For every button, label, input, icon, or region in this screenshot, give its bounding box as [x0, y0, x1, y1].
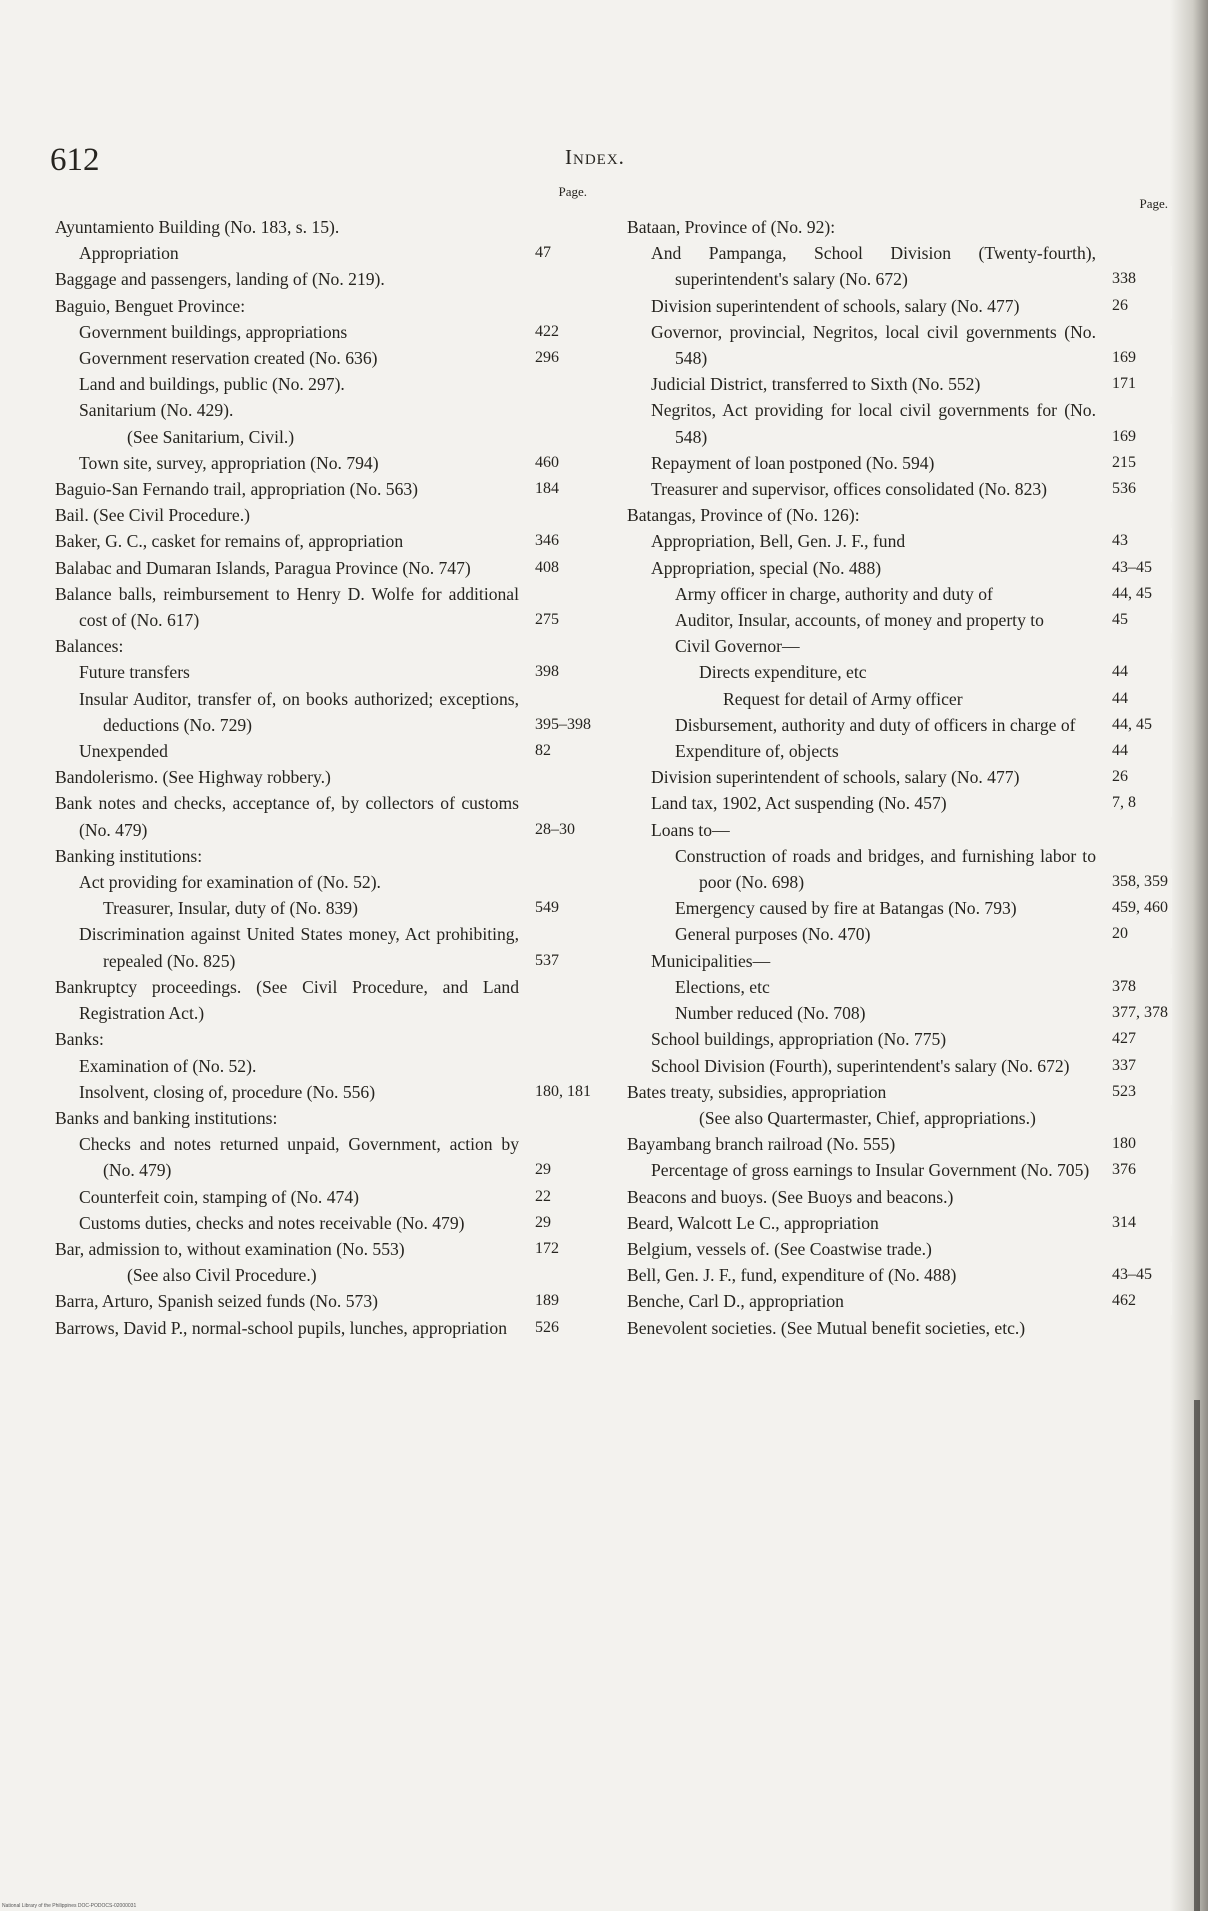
entry-page-ref: 358, 359 [1108, 869, 1172, 895]
entry-text: Benche, Carl D., appropriation [627, 1291, 844, 1312]
index-entry [55, 293, 595, 319]
index-entry [627, 607, 1172, 633]
index-entry [627, 555, 1172, 581]
index-entry [55, 974, 595, 1026]
entry-text: Bail. (See Civil Procedure.) [55, 505, 250, 526]
index-entry [55, 1288, 595, 1314]
entry-text: Land and buildings, public (No. 297). [79, 374, 345, 395]
entry-text: Governor, provincial, Negritos, local civil governments (No. 548) [651, 321, 1096, 369]
entry-text: Government reservation created (No. 636) [79, 348, 378, 369]
entry-text: (See also Quartermaster, Chief, appropriations.) [699, 1107, 1036, 1128]
entry-text: Barrows, David P., normal-school pupils, lunches, appropriation [55, 1317, 507, 1338]
left-column [55, 184, 595, 1341]
index-entry [55, 738, 595, 764]
right-entry-list [627, 214, 1172, 1341]
index-entry [55, 319, 595, 345]
entry-text: Baguio, Benguet Province: [55, 295, 246, 316]
entry-page-ref: 44, 45 [1108, 712, 1172, 738]
entry-text: Baguio-San Fernando trail, appropriation (No. 563) [55, 479, 419, 500]
index-entry [55, 555, 595, 581]
index-entry [55, 843, 595, 869]
index-entry [627, 790, 1172, 816]
index-entry [627, 817, 1172, 843]
entry-page-ref: 44, 45 [1108, 581, 1172, 607]
entry-page-ref: 275 [531, 607, 595, 633]
index-entry [627, 974, 1172, 1000]
index-entry [627, 1262, 1172, 1288]
index-entry [627, 581, 1172, 607]
page-edge-shadow [1170, 0, 1208, 1911]
entry-text: Auditor, Insular, accounts, of money and property to [675, 610, 1044, 631]
index-entry [55, 397, 595, 423]
entry-page-ref: 20 [1108, 921, 1172, 947]
entry-text: And Pampanga, School Division (Twenty-fourth), superintendent's salary (No. 672) [651, 243, 1096, 290]
entry-text: Ayuntamiento Building (No. 183, s. 15). [55, 217, 340, 237]
entry-page-ref: 376 [1108, 1157, 1172, 1183]
entry-text: Civil Governor— [675, 636, 800, 657]
entry-text: Benevolent societies. (See Mutual benefit societies, etc.) [627, 1317, 1026, 1338]
entry-page-ref: 459, 460 [1108, 895, 1172, 921]
entry-text: Belgium, vessels of. (See Coastwise trade.) [627, 1238, 932, 1259]
entry-text: Appropriation, Bell, Gen. J. F., fund [651, 531, 906, 552]
index-entry [627, 843, 1172, 895]
index-entry [627, 214, 1172, 240]
entry-page-ref: 408 [531, 555, 595, 581]
index-entry [627, 712, 1172, 738]
entry-page-ref: 172 [531, 1236, 595, 1262]
index-entry [55, 1079, 595, 1105]
index-entry [55, 345, 595, 371]
entry-page-ref: 45 [1108, 607, 1172, 633]
entry-text: Insolvent, closing of, procedure (No. 556) [79, 1081, 376, 1102]
index-entry [55, 581, 595, 633]
entry-text: Beard, Walcott Le C., appropriation [627, 1212, 879, 1233]
entry-text: Division superintendent of schools, salary (No. 477) [651, 767, 1020, 788]
running-title: Index. [565, 145, 625, 169]
index-entry [55, 790, 595, 842]
index-entry [55, 869, 595, 895]
entry-page-ref: 44 [1108, 659, 1172, 685]
entry-text: Banks and banking institutions: [55, 1107, 278, 1128]
index-entry [55, 371, 595, 397]
entry-text: School Division (Fourth), superintendent's salary (No. 672) [651, 1055, 1070, 1076]
entry-text: Banking institutions: [55, 845, 203, 866]
index-entry [55, 1262, 595, 1288]
index-entry [627, 764, 1172, 790]
entry-page-ref: 337 [1108, 1053, 1172, 1079]
index-entry [627, 1105, 1172, 1131]
entry-text: Batangas, Province of (No. 126): [627, 505, 860, 526]
index-entry [55, 502, 595, 528]
entry-text: Banks: [55, 1029, 104, 1050]
entry-page-ref: 189 [531, 1288, 595, 1314]
entry-page-ref: 314 [1108, 1210, 1172, 1236]
right-page-label: Page. [1139, 196, 1168, 211]
index-entry [627, 450, 1172, 476]
entry-text: Examination of (No. 52). [79, 1055, 257, 1076]
entry-text: Repayment of loan postponed (No. 594) [651, 452, 935, 473]
index-entry [627, 1131, 1172, 1157]
entry-text: Barra, Arturo, Spanish seized funds (No. 573) [55, 1291, 378, 1312]
index-entry [55, 266, 595, 292]
index-entry [627, 1079, 1172, 1105]
entry-page-ref: 395–398 [531, 712, 595, 738]
right-column [627, 192, 1172, 1341]
index-entry [627, 686, 1172, 712]
entry-text: School buildings, appropriation (No. 775) [651, 1029, 947, 1050]
index-entry [55, 659, 595, 685]
index-entry [627, 1315, 1172, 1341]
index-entry [627, 319, 1172, 371]
entry-text: Balabac and Dumaran Islands, Paragua Province (No. 747) [55, 557, 471, 578]
entry-page-ref: 346 [531, 528, 595, 554]
scan-credit: National Library of the Philippines DOC-PODOCS-02000031 [2, 1903, 137, 1909]
entry-page-ref: 169 [1108, 345, 1172, 371]
entry-text: Beacons and buoys. (See Buoys and beacons.) [627, 1186, 954, 1207]
entry-text: Bar, admission to, without examination (No. 553) [55, 1238, 405, 1259]
entry-page-ref: 462 [1108, 1288, 1172, 1314]
entry-text: Army officer in charge, authority and duty of [675, 583, 993, 604]
entry-page-ref: 43–45 [1108, 1262, 1172, 1288]
index-entry [627, 476, 1172, 502]
index-entry [627, 948, 1172, 974]
index-entry [55, 1131, 595, 1183]
entry-text: Future transfers [79, 662, 190, 683]
entry-text: Balance balls, reimbursement to Henry D. Wolfe for additional cost of (No. 617) [55, 583, 519, 631]
index-entry [55, 214, 595, 240]
entry-text: Act providing for examination of (No. 52). [79, 872, 381, 893]
entry-page-ref: 43 [1108, 528, 1172, 554]
binding-shadow [1194, 1400, 1200, 1911]
entry-page-ref: 44 [1108, 686, 1172, 712]
entry-text: Government buildings, appropriations [79, 321, 348, 342]
entry-text: Appropriation [79, 243, 179, 264]
page-number: 612 [50, 142, 100, 178]
entry-text: General purposes (No. 470) [675, 924, 871, 945]
entry-page-ref: 7, 8 [1108, 790, 1172, 816]
entry-text: Bell, Gen. J. F., fund, expenditure of (No. 488) [627, 1265, 957, 1286]
entry-page-ref: 29 [531, 1157, 595, 1183]
entry-text: Number reduced (No. 708) [675, 1003, 866, 1024]
entry-text: Elections, etc [675, 976, 770, 997]
entry-text: Appropriation, special (No. 488) [651, 557, 882, 578]
index-entry [627, 397, 1172, 449]
entry-text: Counterfeit coin, stamping of (No. 474) [79, 1186, 359, 1207]
entry-text: Treasurer, Insular, duty of (No. 839) [103, 898, 358, 919]
index-entry [55, 1026, 595, 1052]
index-entry [55, 1184, 595, 1210]
index-entry [627, 1236, 1172, 1262]
entry-text: Percentage of gross earnings to Insular Government (No. 705) [651, 1160, 1090, 1181]
index-entry [55, 528, 595, 554]
index-entry [627, 502, 1172, 528]
index-entry [627, 528, 1172, 554]
index-entry [627, 1000, 1172, 1026]
entry-text: Expenditure of, objects [675, 741, 839, 762]
entry-page-ref: 377, 378 [1108, 1000, 1172, 1026]
entry-page-ref: 26 [1108, 293, 1172, 319]
entry-text: Unexpended [79, 741, 168, 762]
index-entry [627, 895, 1172, 921]
entry-page-ref: 526 [531, 1315, 595, 1341]
entry-text: Directs expenditure, etc [699, 662, 867, 683]
entry-page-ref: 378 [1108, 974, 1172, 1000]
entry-text: Negritos, Act providing for local civil governments for (No. 548) [651, 400, 1096, 447]
entry-page-ref: 215 [1108, 450, 1172, 476]
entry-text: Checks and notes returned unpaid, Government, action by (No. 479) [79, 1134, 519, 1181]
entry-page-ref: 180, 181 [531, 1079, 595, 1105]
entry-page-ref: 537 [531, 948, 595, 974]
entry-text: Disbursement, authority and duty of officers in charge of [675, 714, 1076, 735]
entry-text: Customs duties, checks and notes receivable (No. 479) [79, 1212, 465, 1233]
index-entry [55, 921, 595, 973]
index-entry [55, 476, 595, 502]
index-entry [627, 659, 1172, 685]
index-entry [55, 1315, 595, 1341]
entry-text: Division superintendent of schools, salary (No. 477) [651, 295, 1020, 316]
entry-text: Insular Auditor, transfer of, on books authorized; exceptions, deductions (No. 729) [79, 688, 519, 735]
entry-text: Baker, G. C., casket for remains of, appropriation [55, 531, 404, 552]
index-entry [627, 1184, 1172, 1210]
index-entry [627, 1157, 1172, 1183]
entry-page-ref: 523 [1108, 1079, 1172, 1105]
left-page-label: Page. [558, 184, 587, 199]
index-entry [627, 371, 1172, 397]
entry-page-ref: 180 [1108, 1131, 1172, 1157]
index-entry [55, 764, 595, 790]
index-entry [55, 633, 595, 659]
entry-text: Discrimination against United States money, Act prohibiting, repealed (No. 825) [79, 924, 519, 971]
index-entry [55, 450, 595, 476]
index-entry [627, 921, 1172, 947]
entry-page-ref: 460 [531, 450, 595, 476]
left-entry-list [55, 214, 595, 1341]
index-entry [627, 240, 1172, 292]
index-entry [627, 1210, 1172, 1236]
entry-page-ref: 44 [1108, 738, 1172, 764]
entry-page-ref: 26 [1108, 764, 1172, 790]
index-entry [627, 738, 1172, 764]
entry-text: Balances: [55, 636, 124, 657]
entry-page-ref: 398 [531, 659, 595, 685]
entry-text: Land tax, 1902, Act suspending (No. 457) [651, 793, 947, 814]
entry-page-ref: 549 [531, 895, 595, 921]
entry-page-ref: 422 [531, 319, 595, 345]
index-entry [55, 1105, 595, 1131]
entry-text: Judicial District, transferred to Sixth (No. 552) [651, 374, 981, 395]
entry-text: Treasurer and supervisor, offices consolidated (No. 823) [651, 479, 1048, 500]
entry-text: Baggage and passengers, landing of (No. 219). [55, 269, 385, 290]
index-entry [55, 686, 595, 738]
index-entry [55, 424, 595, 450]
entry-page-ref: 47 [531, 240, 595, 266]
entry-text: Request for detail of Army officer [723, 688, 963, 709]
entry-text: Municipalities— [651, 950, 771, 971]
entry-page-ref: 29 [531, 1210, 595, 1236]
index-entry [627, 1288, 1172, 1314]
index-entry [627, 1053, 1172, 1079]
index-entry [55, 240, 595, 266]
entry-page-ref: 28–30 [531, 817, 595, 843]
entry-text: Emergency caused by fire at Batangas (No. 793) [675, 898, 1017, 919]
index-entry [627, 633, 1172, 659]
index-entry [55, 895, 595, 921]
entry-page-ref: 296 [531, 345, 595, 371]
entry-text: Town site, survey, appropriation (No. 794) [79, 452, 379, 473]
entry-page-ref: 427 [1108, 1026, 1172, 1052]
entry-text: Bankruptcy proceedings. (See Civil Procedure, and Land Registration Act.) [55, 976, 519, 1024]
entry-text: Construction of roads and bridges, and furnishing labor to poor (No. 698) [675, 845, 1096, 893]
entry-page-ref: 171 [1108, 371, 1172, 397]
entry-text: Loans to— [651, 819, 730, 840]
entry-page-ref: 184 [531, 476, 595, 502]
index-entry [55, 1053, 595, 1079]
entry-page-ref: 338 [1108, 266, 1172, 292]
index-entry [55, 1210, 595, 1236]
entry-page-ref: 22 [531, 1184, 595, 1210]
entry-text: Bayambang branch railroad (No. 555) [627, 1134, 896, 1155]
entry-text: (See Sanitarium, Civil.) [127, 426, 295, 447]
entry-text: Bataan, Province of (No. 92): [627, 217, 836, 237]
entry-text: Bates treaty, subsidies, appropriation [627, 1081, 887, 1102]
index-entry [55, 1236, 595, 1262]
entry-text: Bandolerismo. (See Highway robbery.) [55, 767, 331, 788]
entry-page-ref: 536 [1108, 476, 1172, 502]
entry-page-ref: 43–45 [1108, 555, 1172, 581]
entry-text: (See also Civil Procedure.) [127, 1265, 317, 1286]
index-entry [627, 293, 1172, 319]
entry-text: Bank notes and checks, acceptance of, by collectors of customs (No. 479) [55, 793, 519, 840]
entry-page-ref: 82 [531, 738, 595, 764]
entry-page-ref: 169 [1108, 424, 1172, 450]
index-entry [627, 1026, 1172, 1052]
entry-text: Sanitarium (No. 429). [79, 400, 234, 421]
